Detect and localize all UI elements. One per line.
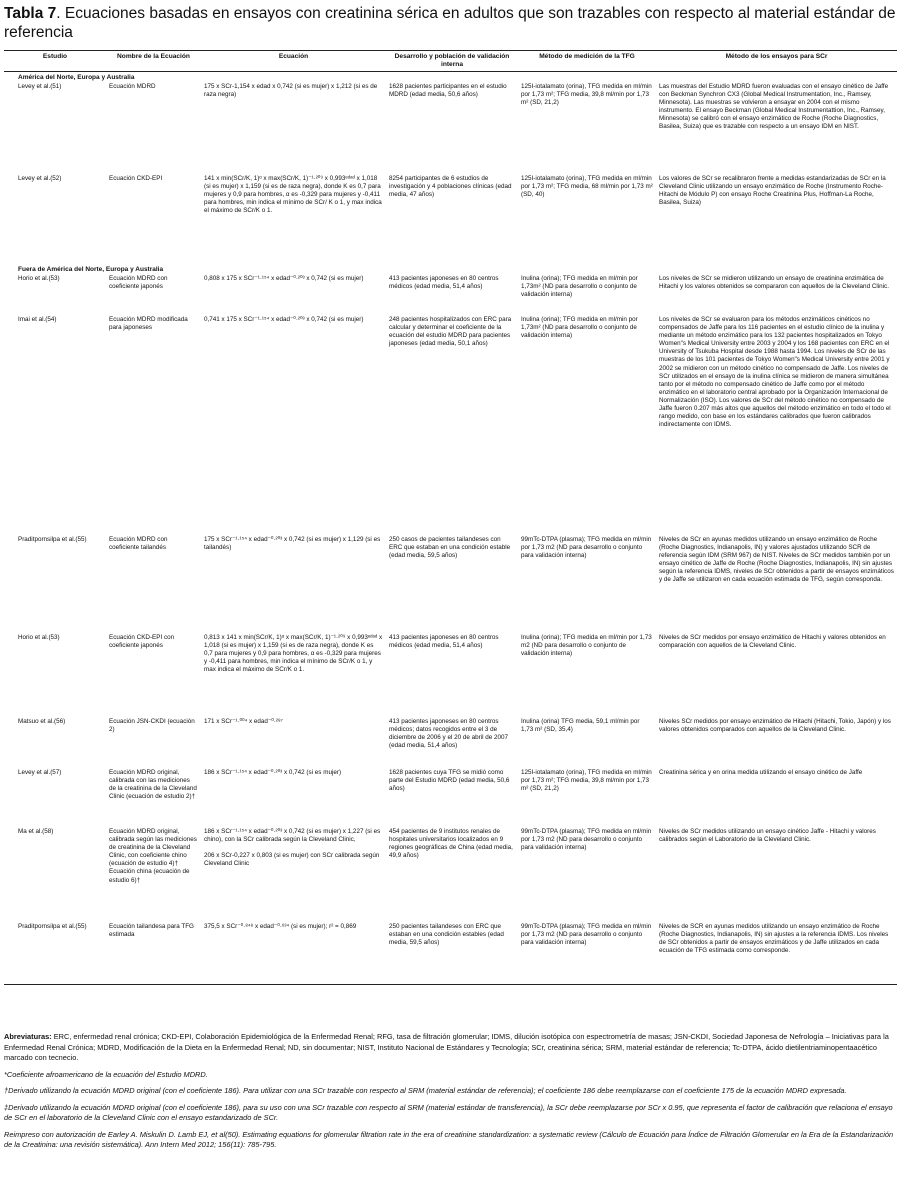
footnote: *Coeficiente afroamericano de la ecuación del Estudio MDRD. — [4, 1069, 208, 1079]
header-metodo-scr: Método de los ensayos para SCr — [725, 53, 828, 60]
cell-metodo-scr: Los niveles de SCr se midieron utilizando un ensayo de creatinina enzimática de Hitachi y los valores obtenidos se compararon con aquellos de la Cleveland Clinic. — [659, 275, 889, 291]
cell-metodo-tfg: 99mTc-DTPA (plasma); TFG medida en ml/min por 1,73 m2 (ND para desarrollo o conjunto para validación interna) — [521, 828, 652, 852]
cell-desarrollo: 1628 pacientes participantes en el estudio MDRD (edad media, 50,6 años) — [389, 83, 507, 99]
cell-estudio: Horio et al.(53) — [18, 275, 60, 282]
cell-estudio: Levey et al.(57) — [18, 769, 62, 776]
abbreviations-text: ERC, enfermedad renal crónica; CKD-EPI, Colaboración Epidemiológica de la Enfermedad Renal; RFG, tasa de filtración glomerular; IDMS, dilución isotópica con espectrometría de masas; JSN-CKDI, Sociedad Japonesa de Nefrología – Iniciativas para la Enfermedad Renal Crónica; MDRD, Modificación de la Dieta en la Enfermedad Renal; ND, sin documentar; NIST, Instituto Nacional de Estándares y Tecnología; SCr, creatinina sérica; SRM, material estándar de referencia; Tc-DTPA, ácido dietilentriaminopentaacético marcado con tecnecio. — [4, 1032, 889, 1062]
cell-metodo-scr: Las muestras del Estudio MDRD fueron evaluadas con el ensayo cinético de Jaffe con Beckman Synchron CX3 (Global Medical Instrumentation, Inc., Ramsey, Minnesota). Las muestras se volvieron a ensayar en 2004 con el mismo instrumento. El ensayo Beckman (Global Medical Instrumentattion, Inc., Ramsey, Minnesota) se calibró con el ensayo enzimático de Roche (Roche Diagnostics, Basilea, Suiza) que es trazable con respecto a un ensayo IDM en NIST. — [659, 83, 889, 131]
cell-desarrollo: 1628 pacientes cuya TFG se midió como parte del Estudio MDRD (edad media, 50,6 años) — [389, 769, 510, 793]
cell-estudio: Praditpornsilpa et al.(55) — [18, 536, 87, 543]
header-ecuacion: Ecuación — [278, 53, 309, 60]
cell-metodo-scr: Los niveles de SCr se evaluaron para los métodos enzimáticos cinéticos no compensados de Jaffe para los 116 pacientes en el estudio clínico de la inulina y mediante un método enzimático para los 132 pacientes hospitalizados en Tokyo Women"s Medical University entre 2003 y 2004 y los 168 pacientes con ERC en el University of Tsukuba Hospital desde 1988 hasta 1994. Los niveles de SCr de las muestras de los 101 pacientes de Tokyo Women"s Medical University entre 2001 y 2002 se midieron con un método cinético no compensado de Jaffe. Los niveles de SCr utilizados en el ensayo de la inulina clínica se midieron de manera simultánea tanto por el método no compensado cinético de Jaffe como por el método enzimático en el laboratorio central aprobado por la Organización Internacional de Normalización (ISO). Los valores de SCr del método cinético no compensado de Jaffe fueron 0.207 más altos que aquellos del método enzimático en todo el todo el rango medido, con base en los estándares calibrados que fueron calibrados indirectamente con IDMS. — [659, 316, 891, 429]
cell-metodo-tfg: 125I-iotalamato (orina), TFG medida en ml/min por 1,73 m²; TFG media, 68 ml/min por 1,73 m² (SD, 40) — [521, 175, 653, 199]
cell-ecuacion: 141 x min(SCr/K, 1)ᵅ x max(SCr/K, 1)⁻¹·²⁰⁹ x 0,993ᵉᵈᵃᵈ x 1,018 (si es mujer) x 1,159 (si es de raza negra), donde K es 0,7 para mujeres y 0,9 para hombres, α es -0,329 para mujeres y -0,411 para hombres, min indica el mínimo de SCr/ K o 1, y max indica el máximo de SCr/K o 1. — [204, 175, 382, 215]
cell-desarrollo: 250 pacientes tailandeses con ERC que estaban en una condición estables (edad media, 59,5 años) — [389, 923, 504, 947]
header-desarrollo: Desarrollo y población de validación interna — [394, 53, 510, 68]
cell-nombre: Ecuación CKD-EPI con coeficiente japonés — [109, 634, 175, 650]
cell-nombre: Ecuación tailandesa para TFG estimada — [109, 923, 194, 939]
table-row — [4, 922, 897, 985]
cell-nombre: Ecuación MDRD modificada para japoneses — [109, 316, 188, 332]
table-header — [4, 50, 897, 72]
source-note: Reimpreso con autorización de Earley A. Miskulin D. Lamb EJ, et al(50). Estimating equations for glomerular filtration rate in the era of creatinine standardization: a systematic review (Cálculo de Ecuación para Índice de Filtración Glomerular en la Era de la Estandarización de la Creatinina: una revisión sistemática). Ann Intern Med 2012; 156(11): 785-795. — [4, 1129, 894, 1149]
cell-estudio: Levey et al.(51) — [18, 83, 62, 90]
cell-desarrollo: 8254 participantes de 6 estudios de investigación y 4 poblaciones clínicas (edad media, 47 años) — [389, 175, 512, 199]
cell-nombre: Ecuación MDRD — [109, 83, 156, 90]
cell-ecuacion: 186 x SCr⁻¹·¹⁵⁴ x edad⁻⁰·²⁰³ x 0,742 (si es mujer) — [204, 769, 342, 776]
cell-nombre: Ecuación MDRD con coeficiente tailandés — [109, 536, 168, 552]
cell-estudio: Levey et al.(52) — [18, 175, 62, 182]
cell-estudio: Horio et al.(53) — [18, 634, 60, 641]
footnote: ‡Derivado utilizando la ecuación MDRD original (con el coeficiente 186), para su uso con una SCr trazable con respecto al SRM (material estándar de transferencia), la SCr debe reemplazarse por SCr x 0.95, que representa el factor de calibración que relaciona el ensayo de SCr en el laboratorio de la Cleveland Clinic con el ensayo estandarizado de SCr. — [4, 1102, 893, 1122]
table-row — [4, 174, 897, 264]
table-row — [4, 633, 897, 717]
abbreviations-note — [4, 1032, 897, 1064]
cell-ecuacion: 186 x SCr⁻¹·¹⁵⁴ x edad⁻⁰·²⁰³ x 0,742 (si es mujer) x 1,227 (si es chino), con la SCr calibrada según la Cleveland Clinic, 206 x SCr-0,227 x 0,803 (si es mujer) con SCr calibrada según Cleveland Clinic — [204, 828, 381, 868]
cell-nombre: Ecuación MDRD original, calibrada con las mediciones de la creatinina de la Cleveland Clinic (ecuación de estudio 2)† — [109, 769, 197, 801]
table-label: Tabla 7 — [4, 5, 57, 22]
cell-ecuacion: 171 x SCr⁻¹·⁰⁰⁴ x edad⁻⁰·²⁸⁷ — [204, 718, 283, 725]
table-row — [4, 82, 897, 174]
cell-estudio: Ma et al.(58) — [18, 828, 54, 835]
table-row — [4, 535, 897, 633]
cell-desarrollo: 413 pacientes japoneses en 80 centros médicos (edad media, 51,4 años) — [389, 634, 499, 650]
table-row — [4, 315, 897, 535]
cell-desarrollo: 413 pacientes japoneses en 80 centros médicos (edad media, 51,4 años) — [389, 275, 499, 291]
table-footnotes — [4, 1032, 897, 1157]
cell-metodo-scr: Niveles de SCr en ayunas medidos utilizando un ensayo enzimático de Roche (Roche Diagnostics, Indianapolis, IN) y valores ajustados utilizando SCR de referencia según IDM (SRM 967) de NIST. Niveles de SCr medidos también por un ensayo cinético de Jaffe de Roche (Roche Diagnostics, Indianapolis, IN) sin ajustes según la referencia IDMS, niveles de SCr obtenidos a partir de ensayos enzimáticos y de Jaffe se utilizaron en cada ecuación estimada de TFG, según corresponda. — [659, 536, 894, 584]
cell-estudio: Praditpornsilpa et al.(55) — [18, 923, 87, 930]
cell-metodo-tfg: 125I-iotalamato (orina), TFG medida en ml/min por 1,73 m²; TFG media, 39,8 ml/min por 1,73 m² (SD, 21,2) — [521, 769, 652, 793]
equations-table — [4, 50, 897, 985]
abbreviations-label: Abreviaturas: — [4, 1032, 52, 1041]
cell-desarrollo: 250 casos de pacientes tailandeses con ERC que estaban en una condición estable (edad media, 59,5 años) — [389, 536, 511, 560]
cell-ecuacion: 175 x SCr⁻¹·¹⁵⁴ x edad⁻⁰·²⁰³ x 0,742 (si es mujer) x 1,129 (si es tailandés) — [204, 536, 381, 552]
cell-ecuacion: 0,813 x 141 x min(SCr/K, 1)ᵅ x max(SCr/K, 1)⁻¹·²⁰⁹ x 0,993ᵉᵈᵃᵈ x 1,018 (si es mujer) x 1,159 (si es de raza negra), donde K es 0,7 para mujeres y 0,9 para hombres, α es -0,329 para mujeres y -0,411 para hombres, min indica el mínimo de SCr/K o 1, y max indica el máximo de SCr/K o 1. — [204, 634, 383, 674]
cell-nombre: Ecuación JSN-CKDI (ecuación 2) — [109, 718, 195, 734]
cell-metodo-tfg: 99mTc-DTPA (plasma); TFG medida en ml/min por 1,73 m2 (ND para desarrollo o conjunto para validación interna) — [521, 923, 652, 947]
cell-estudio: Matsuo et al.(56) — [18, 718, 66, 725]
cell-metodo-scr: Niveles de SCr medidos por ensayo enzimático de Hitachi y valores obtenidos en comparación con aquellos de la Cleveland Clinic. — [659, 634, 886, 650]
cell-metodo-scr: Niveles SCr medidos por ensayo enzimático de Hitachi (Hitachi, Tokio, Japón) y los valores obtenidos comparados con aquellos de la Cleveland Clinic. — [659, 718, 891, 734]
footnote: †Derivado utilizando la ecuación MDRD original (con el coeficiente 186). Para utilizar con una SCr trazable con respecto al SRM (material estándar de referencia); el coeficiente 186 debe reemplazarse con el coeficiente 175 de la ecuación MDRD expresada. — [4, 1086, 847, 1095]
header-nombre: Nombre de la Ecuación — [117, 53, 190, 60]
table-row — [4, 768, 897, 827]
cell-ecuacion: 375,5 x SCr⁻⁰·⁸⁴⁸ x edad⁻⁰·⁶³⁴ (si es mujer); r² = 0,869 — [204, 923, 357, 930]
cell-metodo-tfg: Inulina (orina) TFG media, 59,1 ml/min por 1,73 m² (SD, 35,4) — [521, 718, 640, 734]
table-row — [4, 274, 897, 315]
cell-nombre: Ecuación MDRD con coeficiente japonés — [109, 275, 168, 291]
cell-metodo-scr: Los valores de SCr se recalibraron frente a medidas estandarizadas de SCr en la Cleveland Clinic utilizando un ensayo enzimático de Roche (Instrumento Roche-Hitachi de Módulo P) con ensayo Roche Creatinina Plus, Hoffman-La Roche, Basilea, Suiza) — [659, 175, 886, 207]
table-caption: . Ecuaciones basadas en ensayos con creatinina sérica en adultos que son trazables con respecto al material estándar de referencia — [4, 5, 896, 41]
cell-ecuacion: 0,741 x 175 x SCr⁻¹·¹⁵⁴ x edad⁻⁰·²⁰³ x 0,742 (si es mujer) — [204, 316, 364, 323]
cell-metodo-scr: Creatinina sérica y en orina medida utilizando el ensayo cinético de Jaffe — [659, 769, 863, 776]
cell-desarrollo: 454 pacientes de 9 institutos renales de hospitales universitarios localizados en 9 regiones geográficas de China (edad media, 49,9 años) — [389, 828, 513, 860]
cell-nombre: Ecuación MDRD original, calibrada según las mediciones de creatinina de la Cleveland Clinic, con coeficiente chino (ecuación de estudio 4)† Ecuación china (ecuación de estudio 6)† — [109, 828, 197, 884]
section-heading: América del Norte, Europa y Australia — [18, 74, 135, 81]
table-title — [4, 4, 897, 42]
cell-metodo-tfg: Inulina (orina); TFG medida en ml/min por 1,73m² (ND para desarrollo o conjunto de validación interna) — [521, 316, 638, 340]
cell-metodo-scr: Niveles de SCr medidos utilizando un ensayo cinético Jaffe - Hitachi y valores calibrados según el Laboratorio de la Cleveland Clinic. — [659, 828, 876, 844]
cell-ecuacion: 0,808 x 175 x SCr⁻¹·¹⁵⁴ x edad⁻⁰·²⁰³ x 0,742 (si es mujer) — [204, 275, 364, 282]
cell-metodo-tfg: Inulina (orina); TFG medida en ml/min por 1,73m² (ND para desarrollo o conjunto de validación interna) — [521, 275, 638, 299]
cell-estudio: Imai et al.(54) — [18, 316, 57, 323]
section-heading: Fuera de América del Norte, Europa y Australia — [18, 266, 164, 273]
cell-metodo-tfg: 125I-iotalamato (orina), TFG medida en ml/min por 1,73 m²; TFG media, 39,8 ml/min por 1,73 m² (SD, 21,2) — [521, 83, 652, 107]
header-metodo-tfg: Método de medición de la TFG — [539, 53, 635, 60]
table-row — [4, 717, 897, 768]
cell-metodo-tfg: 99mTc-DTPA (plasma); TFG medida en ml/min por 1,73 m2 (ND para desarrollo o conjunto para validación interna) — [521, 536, 652, 560]
cell-desarrollo: 413 pacientes japoneses en 80 centros médicos; datos recogidos entre el 3 de diciembre de 2006 y el 20 de abril de 2007 (edad media, 51,4 años) — [389, 718, 509, 750]
cell-metodo-scr: Niveles de SCR en ayunas medidos utilizando un ensayo enzimático de Roche (Roche Diagnostics, Indianapolis, IN) sin ajustes a la referencia IDMS. Los niveles de SCr obtenidos a partir de ensayos enzimáticos y de Jaffe utilizados en cada ecuación de TFG estimada como corresponde. — [659, 923, 889, 955]
cell-ecuacion: 175 x SCr-1,154 x edad x 0,742 (si es mujer) x 1,212 (si es de raza negra) — [204, 83, 378, 99]
header-estudio: Estudio — [42, 53, 68, 60]
cell-nombre: Ecuación CKD-EPI — [109, 175, 163, 182]
cell-metodo-tfg: Inulina (orina); TFG medida en ml/min por 1,73 m2 (ND para desarrollo o conjunto de validación interna) — [521, 634, 652, 658]
table-row — [4, 827, 897, 922]
cell-desarrollo: 248 pacientes hospitalizados con ERC para calcular y determinar el coeficiente de la ecuación del estudio MDRD para pacientes japoneses (edad media, 50,1 años) — [389, 316, 512, 348]
